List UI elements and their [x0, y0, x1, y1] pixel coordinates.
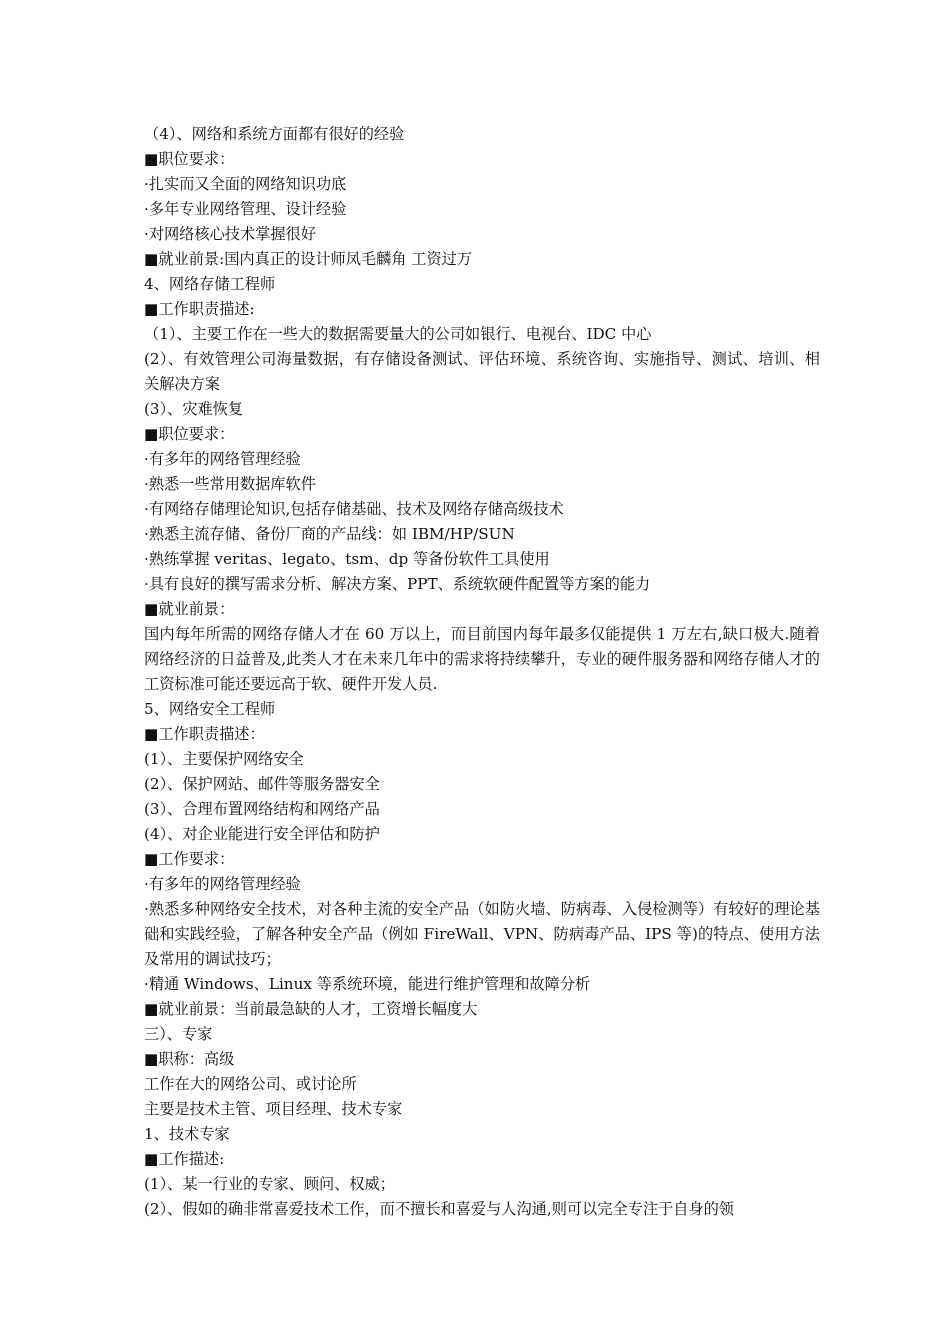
text-line: (3）、灾难恢复: [144, 400, 244, 418]
section-heading: 1、技术专家: [144, 1125, 230, 1143]
section-heading: 三）、专家: [144, 1025, 213, 1043]
text-line: ■职称：高级: [144, 1050, 235, 1068]
text-line: (1）、主要保护网络安全: [144, 750, 304, 768]
text-line: (1）、某一行业的专家、顾问、权威；: [144, 1175, 395, 1193]
text-line: ·有网络存储理论知识,包括存储基础、技术及网络存储高级技术: [144, 500, 564, 518]
text-line: ■就业前景:国内真正的设计师凤毛麟角 工资过万: [144, 250, 473, 268]
text-line: ·有多年的网络管理经验: [144, 875, 301, 893]
text-line: 主要是技术主管、项目经理、技术专家: [144, 1100, 403, 1118]
text-line: ■职位要求：: [144, 150, 235, 168]
paragraph: (2）、有效管理公司海量数据，有存储设备测试、评估环境、系统咨询、实施指导、测试、培训、相关解决方案: [144, 350, 820, 393]
paragraph: 国内每年所需的网络存储人才在 60 万以上，而目前国内每年最多仅能提供 1 万左右,缺口极大.随着网络经济的日益普及,此类人才在未来几年中的需求将持续攀升，专业的硬件服务器和网络存储人才的工资标准可能还要远高于软、硬件开发人员.: [144, 625, 820, 693]
text-line: (2）、保护网站、邮件等服务器安全: [144, 775, 380, 793]
text-line: (4）、对企业能进行安全评估和防护: [144, 825, 380, 843]
text-line: ·对网络核心技术掌握很好: [144, 225, 316, 243]
text-line: (2）、假如的确非常喜爱技术工作，而不擅长和喜爱与人沟通,则可以完全专注于自身的领: [144, 1200, 734, 1218]
text-line: ·熟练掌握 veritas、legato、tsm、dp 等备份软件工具使用: [144, 550, 550, 568]
text-line: ■就业前景：当前最急缺的人才，工资增长幅度大: [144, 1000, 478, 1018]
paragraph: ·熟悉多种网络安全技术，对各种主流的安全产品（如防火墙、防病毒、入侵检测等）有较好的理论基础和实践经验，了解各种安全产品（例如 FireWall、VPN、防病毒产品、IPS 等)的特点、使用方法及常用的调试技巧；: [144, 900, 820, 968]
text-line: ·多年专业网络管理、设计经验: [144, 200, 347, 218]
text-line: ■工作职责描述:: [144, 300, 255, 318]
text-line: ·具有良好的撰写需求分析、解决方案、PPT、系统软硬件配置等方案的能力: [144, 575, 651, 593]
text-line: ·扎实而又全面的网络知识功底: [144, 175, 347, 193]
document-body: [144, 122, 820, 1222]
text-line: （1）、主要工作在一些大的数据需要量大的公司如银行、电视台、IDC 中心: [144, 325, 652, 343]
text-line: ■职位要求：: [144, 425, 235, 443]
text-line: ■工作描述:: [144, 1150, 225, 1168]
text-line: ·精通 Windows、Linux 等系统环境，能进行维护管理和故障分析: [144, 975, 591, 993]
section-heading: 4、网络存储工程师: [144, 275, 276, 293]
text-line: ·熟悉一些常用数据库软件: [144, 475, 316, 493]
text-line: ■工作职责描述：: [144, 725, 265, 743]
text-line: ·有多年的网络管理经验: [144, 450, 301, 468]
text-line: (3）、合理布置网络结构和网络产品: [144, 800, 380, 818]
section-heading: 5、网络安全工程师: [144, 700, 276, 718]
text-line: ·熟悉主流存储、备份厂商的产品线：如 IBM/HP/SUN: [144, 525, 515, 543]
text-line: （4）、网络和系统方面都有很好的经验: [144, 125, 405, 143]
text-line: ■工作要求：: [144, 850, 235, 868]
text-line: 工作在大的网络公司、或讨论所: [144, 1075, 357, 1093]
text-line: ■就业前景：: [144, 600, 235, 618]
